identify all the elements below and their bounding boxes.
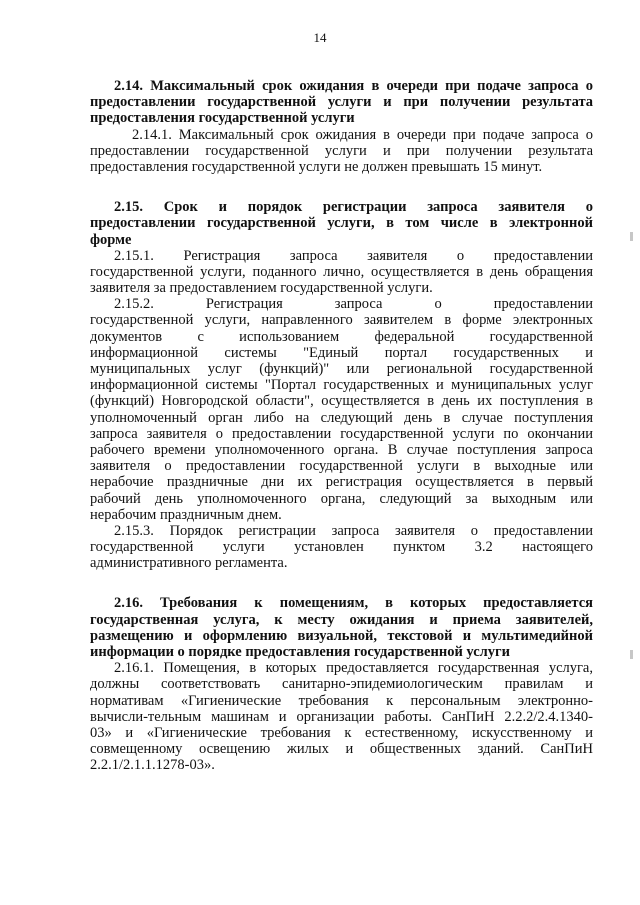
paragraph-line: рабочий день уполномоченного органа, следующий за выходным или [90,490,593,507]
paragraph-line: уполномоченный орган либо на следующий день в случае поступления [90,409,593,426]
document-body [90,78,593,774]
paragraph-line: нерабочие праздничные дни их регистрация осуществляется в первый [90,474,593,491]
paragraph-line: государственной услуги установлен пунктом 3.2 настоящего [90,539,593,556]
paragraph-line: 2.15.1. Регистрация запроса заявителя о предоставлении [114,247,593,264]
paragraph-line: нерабочим праздничным днем. [90,506,282,523]
paragraph-line: административного регламента. [90,555,288,572]
section-2-16 [90,595,593,773]
paragraph-line: 2.16.1. Помещения, в которых предоставляется государственная услуга, [114,660,593,677]
paragraph-line: нормативам «Гигиенические требования к персональным электронно- [90,692,593,709]
section-heading-line: предоставлении государственной услуги и при получении результата [90,94,593,111]
section-heading-line: размещению и оформлению визуальной, текстовой и мультимедийной [90,627,593,644]
paragraph-line: информационной системы "Портал государственных и муниципальных услуг [90,377,593,394]
paragraph-line: рабочего времени уполномоченного органа. В случае поступления запроса [90,441,593,458]
paragraph-line: (функций) Новгородской области", осуществляется в день их поступления в [90,393,593,410]
paragraph-line: заявителя о предоставлении государственной услуги в выходные или [90,458,593,475]
section-heading-line: 2.16. Требования к помещениям, в которых предоставляется [114,595,593,612]
paragraph-line: совмещенному освещению жилых и общественных зданий. СанПиН [90,741,593,758]
section-heading-line: 2.14. Максимальный срок ожидания в очереди при подаче запроса о [114,78,593,94]
paragraph-line: 03» и «Гигиенические требования к естественному, искусственному и [90,724,593,741]
paragraph-line: 2.15.3. Порядок регистрации запроса заявителя о предоставлении [114,522,593,539]
section-heading-line: государственная услуга, к месту ожидания и приема заявителей, [90,611,593,628]
paragraph-line: запроса заявителя о предоставлении государственной услуги по окончании [90,425,593,442]
paragraph-line: 2.14.1. Максимальный срок ожидания в очереди при подаче запроса о [132,126,593,143]
section-heading-line: 2.15. Срок и порядок регистрации запроса заявителя о [114,199,593,216]
page-number: 14 [313,30,327,45]
section-heading-line: форме [90,231,132,248]
scan-artifact-mark [630,650,633,659]
section-2-14 [90,78,593,175]
paragraph-line: документов с использованием федеральной государственной [90,328,593,345]
paragraph-line: должны соответствовать санитарно-эпидемиологическим правилам и [90,676,593,693]
scan-artifact-mark [630,232,633,241]
paragraph-line: государственной услуги, поданного лично, осуществляется в день обращения [90,263,593,280]
paragraph-line: 2.15.2. Регистрация запроса о предоставлении [114,296,593,313]
paragraph-line: предоставления государственной услуги не должен превышать 15 минут. [90,158,543,175]
paragraph-line: предоставлении государственной услуги и при получении результата [90,142,593,159]
paragraph-line: муниципальных услуг (функций)" или региональной государственной [90,361,593,377]
paragraph-line: заявителя за предоставлением государственной услуги. [90,280,433,297]
section-2-15 [90,199,593,571]
section-heading-line: информации о порядке предоставления государственной услуги [90,644,510,660]
paragraph-line: государственной услуги, направленного заявителем в форме электронных [90,312,593,329]
section-heading-line: предоставлении государственной услуги, в том числе в электронной [90,215,593,232]
paragraph-line: 2.2.1/2.1.1.1278-03». [90,757,215,774]
section-heading-line: предоставления государственной услуги [90,110,355,127]
paragraph-line: информационной системы "Единый портал государственных и [90,344,593,361]
paragraph-line: вычисли-тельным машинам и организации работы. СанПиН 2.2.2/2.4.1340- [90,708,593,725]
